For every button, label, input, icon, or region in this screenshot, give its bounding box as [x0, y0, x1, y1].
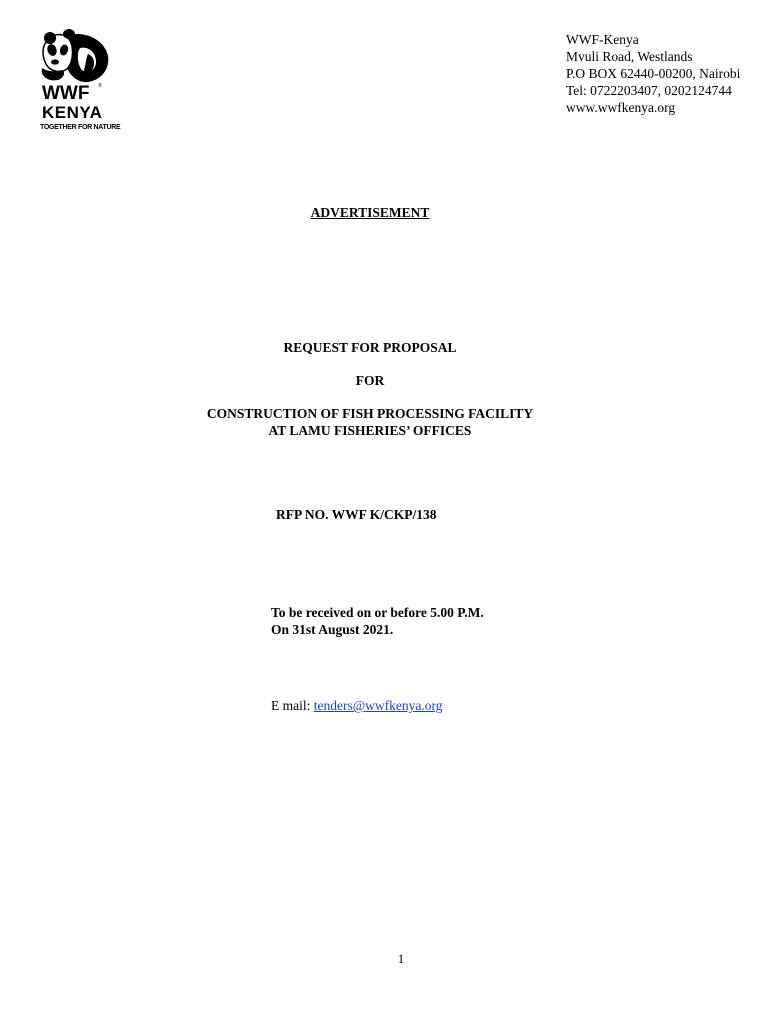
- address-org: WWF-Kenya: [566, 32, 639, 47]
- address-telephone: Tel: 0722203407, 0202124744: [566, 83, 732, 98]
- page-number: 1: [397, 951, 405, 966]
- logo-tagline: TOGETHER FOR NATURE: [40, 124, 121, 131]
- rfp-subject: [0, 405, 740, 439]
- submission-deadline: [271, 604, 484, 638]
- sender-address-block: [566, 31, 740, 116]
- rfp-subject-line-1: CONSTRUCTION OF FISH PROCESSING FACILITY: [206, 406, 534, 421]
- rfp-number: RFP NO. WWF K/CKP/138: [276, 507, 437, 522]
- deadline-line-2: On 31st August 2021.: [271, 622, 394, 637]
- address-street: Mvuli Road, Westlands: [566, 49, 693, 64]
- kenya-wordmark: KENYA: [42, 103, 103, 122]
- rfp-subject-line-2: AT LAMU FISHERIES’ OFFICES: [268, 423, 472, 438]
- email-contact: [271, 697, 443, 714]
- registered-mark: ®: [98, 83, 102, 89]
- rfp-title: REQUEST FOR PROPOSAL: [283, 340, 457, 355]
- address-website: www.wwfkenya.org: [566, 100, 676, 115]
- email-link[interactable]: tenders@wwfkenya.org: [313, 698, 443, 713]
- panda-icon: [36, 28, 116, 84]
- address-po-box: P.O BOX 62440-00200, Nairobi: [566, 66, 741, 81]
- wwf-kenya-logo: [36, 28, 121, 138]
- deadline-line-1: To be received on or before 5.00 P.M.: [271, 605, 484, 620]
- advertisement-heading: ADVERTISEMENT: [310, 205, 430, 220]
- rfp-for-label: FOR: [355, 373, 385, 388]
- email-label: E mail:: [271, 698, 314, 713]
- wwf-wordmark: WWF: [42, 83, 90, 104]
